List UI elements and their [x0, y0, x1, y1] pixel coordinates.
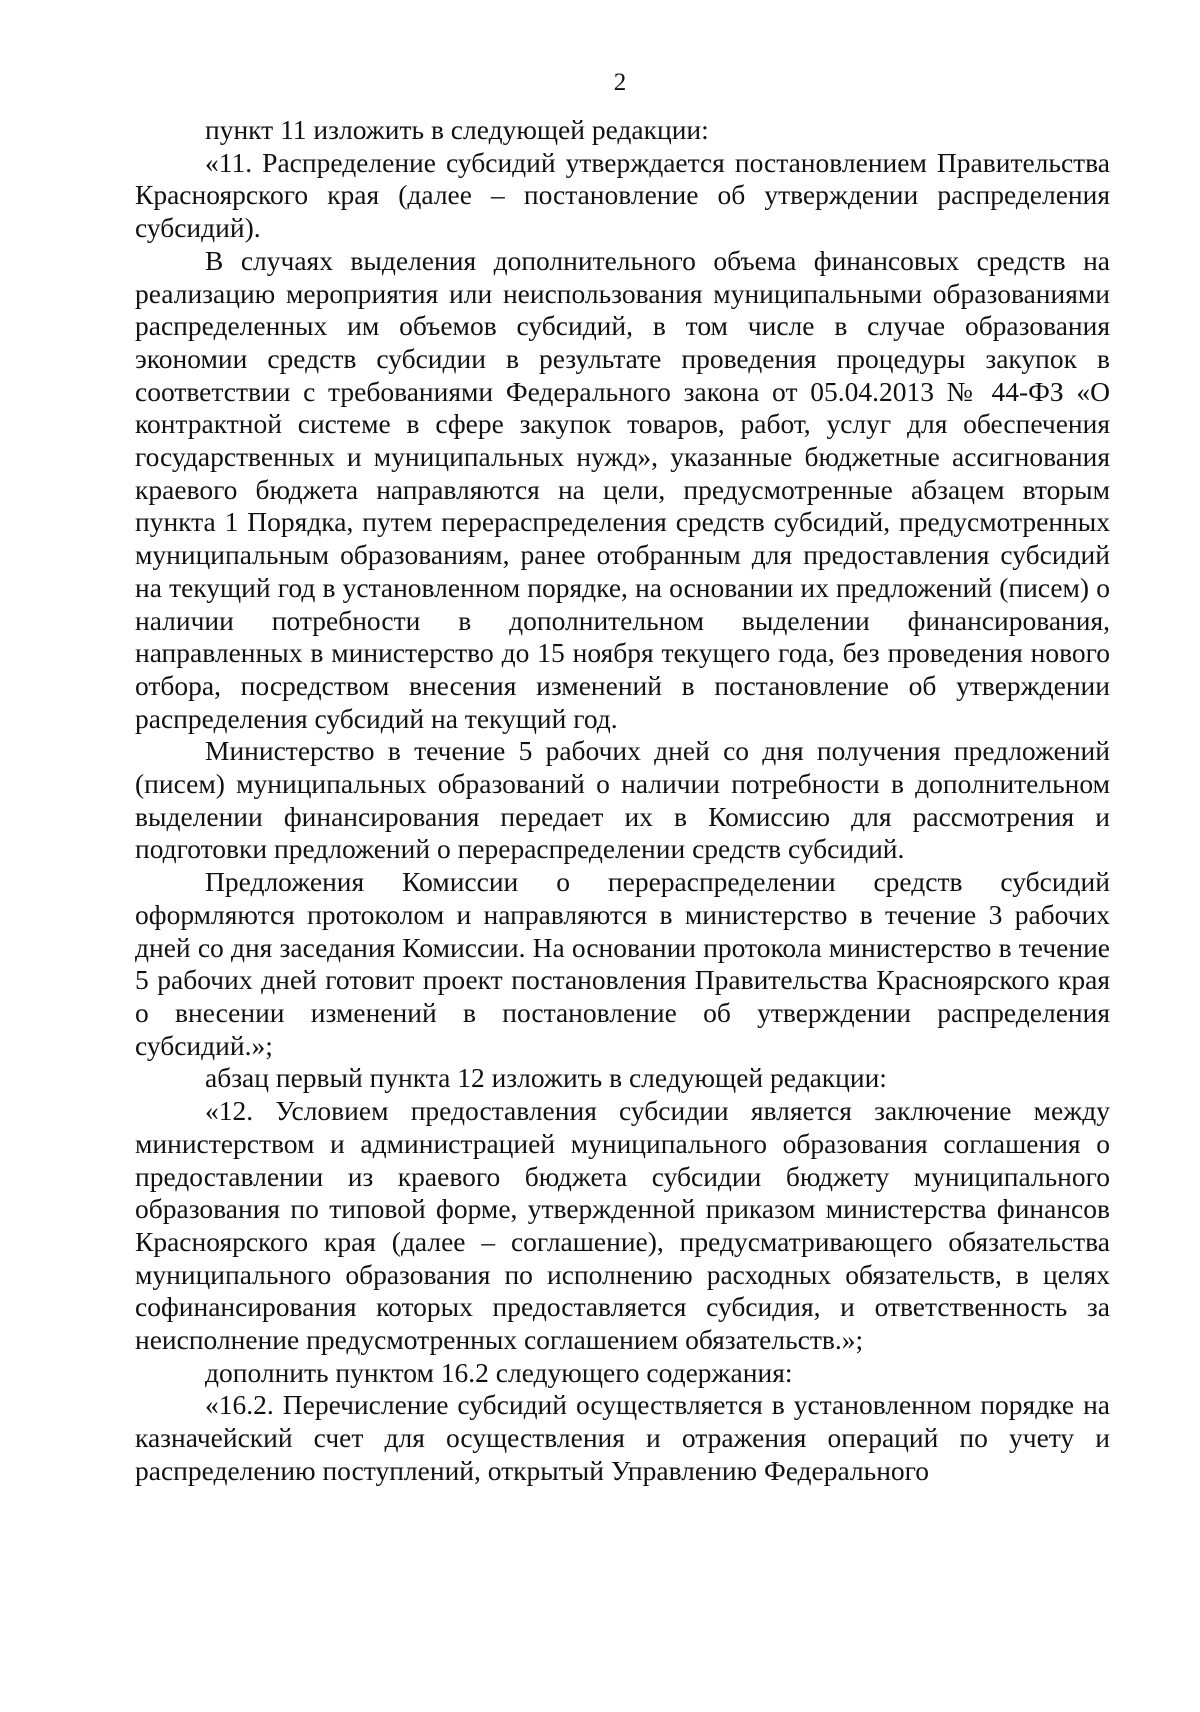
paragraph-2: «11. Распределение субсидий утверждается постановлением Правительства Красноярского края (далее – постановление об утверждении распределения субсидий).	[135, 146, 1110, 244]
paragraph-7: «12. Условием предоставления субсидии является заключение между министерством и администрацией муниципального образования соглашения о предоставлении из краевого бюджета субсидии бюджету муниципального образования по типовой форме, утвержденной приказом министерства финансов Красноярского края (далее – соглашение), предусматривающего обязательства муниципального образования по исполнению расходных обязательств, в целях софинансирования которых предоставляется субсидия, и ответственность за неисполнение предусмотренных соглашением обязательств.»;	[135, 1095, 1110, 1356]
paragraph-6: абзац первый пункта 12 изложить в следующей редакции:	[205, 1062, 887, 1094]
page-number: 2	[613, 69, 627, 96]
paragraph-3: В случаях выделения дополнительного объема финансовых средств на реализацию мероприятия или неиспользования муниципальными образованиями распределенных им объемов субсидий, в том числе в случае образования экономии средств субсидии в результате проведения процедуры закупок в соответствии с требованиями Федерального закона от 05.04.2013 № 44-ФЗ «О контрактной системе в сфере закупок товаров, работ, услуг для обеспечения государственных и муниципальных нужд», указанные бюджетные ассигнования краевого бюджета направляются на цели, предусмотренные абзацем вторым пункта 1 Порядка, путем перераспределения средств субсидий, предусмотренных муниципальным образованиям, ранее отобранным для предоставления субсидий на текущий год в установленном порядке, на основании их предложений (писем) о наличии потребности в дополнительном выделении финансирования, направленных в министерство до 15 ноября текущего года, без проведения нового отбора, посредством внесения изменений в постановление об утверждении распределения субсидий на текущий год.	[135, 244, 1110, 734]
paragraph-9: «16.2. Перечисление субсидий осуществляется в установленном порядке на казначейский счет для осуществления и отражения операций по учету и распределению поступлений, открытый Управлению Федерального	[135, 1389, 1110, 1486]
paragraph-8: дополнить пунктом 16.2 следующего содержания:	[205, 1356, 793, 1388]
paragraph-1: пункт 11 изложить в следующей редакции:	[205, 114, 709, 145]
document-body	[135, 114, 1110, 1488]
paragraph-4: Министерство в течение 5 рабочих дней со дня получения предложений (писем) муниципальных образований о наличии потребности в дополнительном выделении финансирования передает их в Комиссию для рассмотрения и подготовки предложений о перераспределении средств субсидий.	[135, 735, 1110, 865]
paragraph-5: Предложения Комиссии о перераспределении средств субсидий оформляются протоколом и направляются в министерство в течение 3 рабочих дней со дня заседания Комиссии. На основании протокола министерство в течение 5 рабочих дней готовит проект постановления Правительства Красноярского края о внесении изменений в постановление об утверждении распределения субсидий.»;	[135, 866, 1110, 1061]
